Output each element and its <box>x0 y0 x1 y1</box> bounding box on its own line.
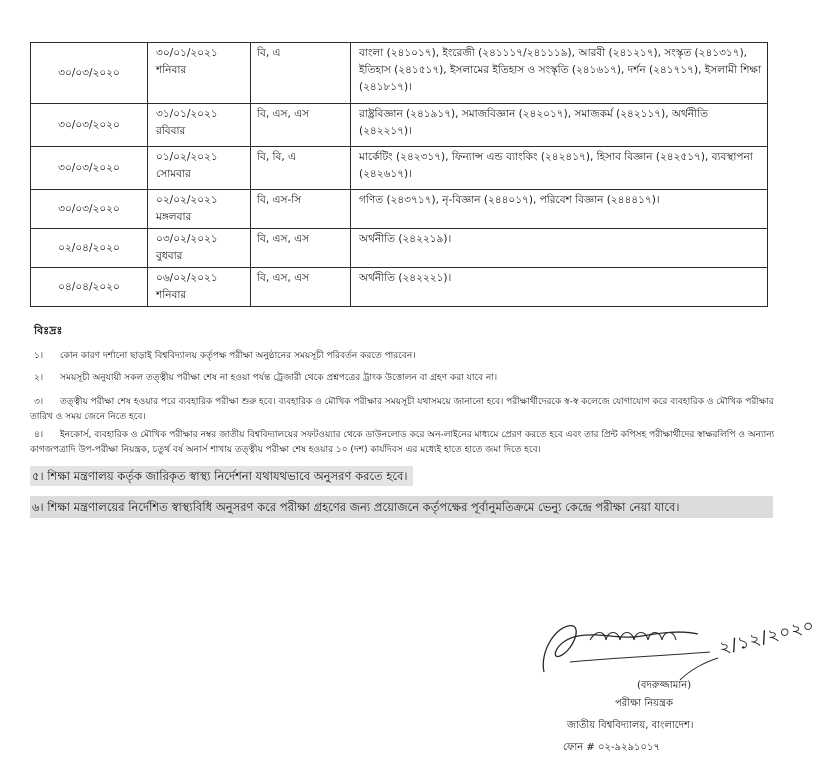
signature-date: ২/১২/২০২০ <box>717 615 818 659</box>
subjects-cell: বাংলা (২৪১০১৭), ইংরেজী (২৪১১১৭/২৪১১১৯), আরবী (২৪১২১৭), সংস্কৃত (২৪১৩১৭), ইতিহাস (২৪১৫১৭), ইসলামের ইতিহাস ও সংস্কৃতি (২৪১৬১৭), দর্শন (২৪১৭১৭), ইসলামী শিক্ষা (২৪১৮১৭)। <box>351 43 768 104</box>
table-row <box>31 147 768 190</box>
note-text: সময়সূচী অনুযায়ী সকল তত্ত্বীয় পরীক্ষা শেষ না হওয়া পর্যন্ত ট্রেজারী থেকে প্রশ্নপত্রের ট্রাংক উত্তোলন বা গ্রহণ করা যাবে না। <box>60 373 498 383</box>
exam-weekday: শনিবার <box>156 64 187 76</box>
published-date-cell: ০৪/০৪/২০২০ <box>31 268 148 307</box>
exam-schedule-table <box>30 42 768 307</box>
signer-organization: জাতীয় বিশ্ববিদ্যালয়, বাংলাদেশ। <box>567 720 694 731</box>
exam-weekday: শনিবার <box>156 289 187 301</box>
degree-cell: বি, এ <box>251 43 351 104</box>
published-date-cell: ৩০/০৩/২০২০ <box>31 190 148 229</box>
subjects-cell: রাষ্ট্রবিজ্ঞান (২৪১৯১৭), সমাজবিজ্ঞান (২৪২০১৭), সমাজকর্ম (২৪২১১৭), অর্থনীতি (২৪২২১৭)। <box>351 104 768 147</box>
note-number: ২। <box>34 373 44 383</box>
published-date-cell: ৩০/০৩/২০২০ <box>31 43 148 104</box>
note-item <box>30 428 775 458</box>
table-row <box>31 104 768 147</box>
table-row <box>31 268 768 307</box>
exam-date: ৩০/০১/২০২১ <box>156 47 218 59</box>
subjects-cell: গণিত (২৪৩৭১৭), নৃ-বিজ্ঞান (২৪৪০১৭), পরিবেশ বিজ্ঞান (২৪৪৪১৭)। <box>351 190 768 229</box>
notes-title: বিঃদ্রঃ <box>34 324 63 337</box>
degree-cell: বি, এস, এস <box>251 104 351 147</box>
table-row <box>31 190 768 229</box>
exam-date-cell <box>148 104 251 147</box>
exam-date-cell <box>148 190 251 229</box>
note-text: তত্ত্বীয় পরীক্ষা শেষ হওয়ার পরে ব্যবহারিক পরীক্ষা শুরু হবে। ব্যবহারিক ও মৌখিক পরীক্ষার সময়সূচী যথাসময়ে জানানো হবে। পরীক্ষার্থীদেরকে স্ব-স্ব কলেজে যোগাযোগ করে ব্যবহারিক ও মৌখিক পরীক্ষার তারিখ ও সময় জেনে নিতে হবে। <box>30 397 774 422</box>
signer-title: পরীক্ষা নিয়ন্ত্রক <box>615 698 673 709</box>
exam-date-cell <box>148 268 251 307</box>
published-date-cell: ৩০/০৩/২০২০ <box>31 147 148 190</box>
note-item-highlighted <box>30 466 413 486</box>
subjects-cell: মার্কেটিং (২৪২৩১৭), ফিন্যান্স এন্ড ব্যাংকিং (২৪২৪১৭), হিসাব বিজ্ঞান (২৪২৫১৭), ব্যবস্থাপনা (২৪২৬১৭)। <box>351 147 768 190</box>
table-row <box>31 43 768 104</box>
exam-date: ৩১/০১/২০২১ <box>156 108 218 120</box>
note-text: ইনকোর্স, ব্যবহারিক ও মৌখিক পরীক্ষার নম্বর জাতীয় বিশ্ববিদ্যালয়ের সফটওয়্যার থেকে ডাউনলোড করে অন-লাইনের মাধ্যমে প্রেরণ করতে হবে এবং তার প্রিন্ট কপিসহ পরীক্ষার্থীদের স্বাক্ষরলিপি ও অন্যান্য কাগজপত্রাদি উপ-পরীক্ষা নিয়ন্ত্রক, চতুর্থ বর্ষ অনার্স শাখায় তত্ত্বীয় পরীক্ষা শেষ হওয়ার ১০ (দশ) কার্যদিবস এর মধ্যেই হাতে হাতে জমা দিতে হবে। <box>30 430 775 455</box>
exam-weekday: রবিবার <box>156 125 186 137</box>
degree-cell: বি, বি, এ <box>251 147 351 190</box>
exam-weekday: সোমবার <box>156 168 191 180</box>
note-item <box>30 371 775 386</box>
exam-date: ০১/০২/২০২১ <box>156 151 218 163</box>
note-item <box>30 395 775 425</box>
exam-date-cell <box>148 43 251 104</box>
note-item <box>30 349 775 364</box>
note-number: ৫। <box>32 469 44 483</box>
note-text: কোন কারণ দর্শানো ছাড়াই বিশ্ববিদ্যালয় কর্তৃপক্ষ পরীক্ষা অনুষ্ঠানের সময়সূচী পরিবর্তন করতে পারবেন। <box>60 351 416 361</box>
note-number: ৩। <box>34 397 44 407</box>
degree-cell: বি, এস, এস <box>251 229 351 268</box>
exam-date: ০৩/০২/২০২১ <box>156 233 218 245</box>
note-text: শিক্ষা মন্ত্রণালয় কর্তৃক জারিকৃত স্বাস্থ্য নির্দেশনা যথাযথভাবে অনুসরণ করতে হবে। <box>47 469 408 483</box>
degree-cell: বি, এস, এস <box>251 268 351 307</box>
exam-date: ০৬/০২/২০২১ <box>156 272 218 284</box>
exam-date-cell <box>148 229 251 268</box>
note-text: শিক্ষা মন্ত্রণালয়ের নির্দেশিত স্বাস্থ্যবিধি অনুসরণ করে পরীক্ষা গ্রহণের জন্য প্রয়োজনে কর্তৃপক্ষের পূর্বানুমতিক্রমে ভেন্যু কেন্দ্রে পরীক্ষা নেয়া যাবে। <box>47 500 680 514</box>
published-date-cell: ৩০/০৩/২০২০ <box>31 104 148 147</box>
degree-cell: বি, এস-সি <box>251 190 351 229</box>
exam-weekday: মঙ্গলবার <box>156 211 192 223</box>
notes-section <box>30 322 775 518</box>
exam-date: ০২/০২/২০২১ <box>156 194 218 206</box>
note-number: ৪। <box>34 430 44 440</box>
note-number: ১। <box>34 351 44 361</box>
subjects-cell: অর্থনীতি (২৪২২২১)। <box>351 268 768 307</box>
exam-date-cell <box>148 147 251 190</box>
note-number: ৬। <box>32 500 44 514</box>
published-date-cell: ০২/০৪/২০২০ <box>31 229 148 268</box>
exam-weekday: বুধবার <box>156 250 183 262</box>
subjects-cell: অর্থনীতি (২৪২২১৯)। <box>351 229 768 268</box>
table-row <box>31 229 768 268</box>
note-item-highlighted <box>30 496 773 518</box>
signer-phone: ফোন # ০২-৯২৯১০১৭ <box>563 742 661 753</box>
signer-name: (বদরুজ্জামান) <box>637 680 692 691</box>
